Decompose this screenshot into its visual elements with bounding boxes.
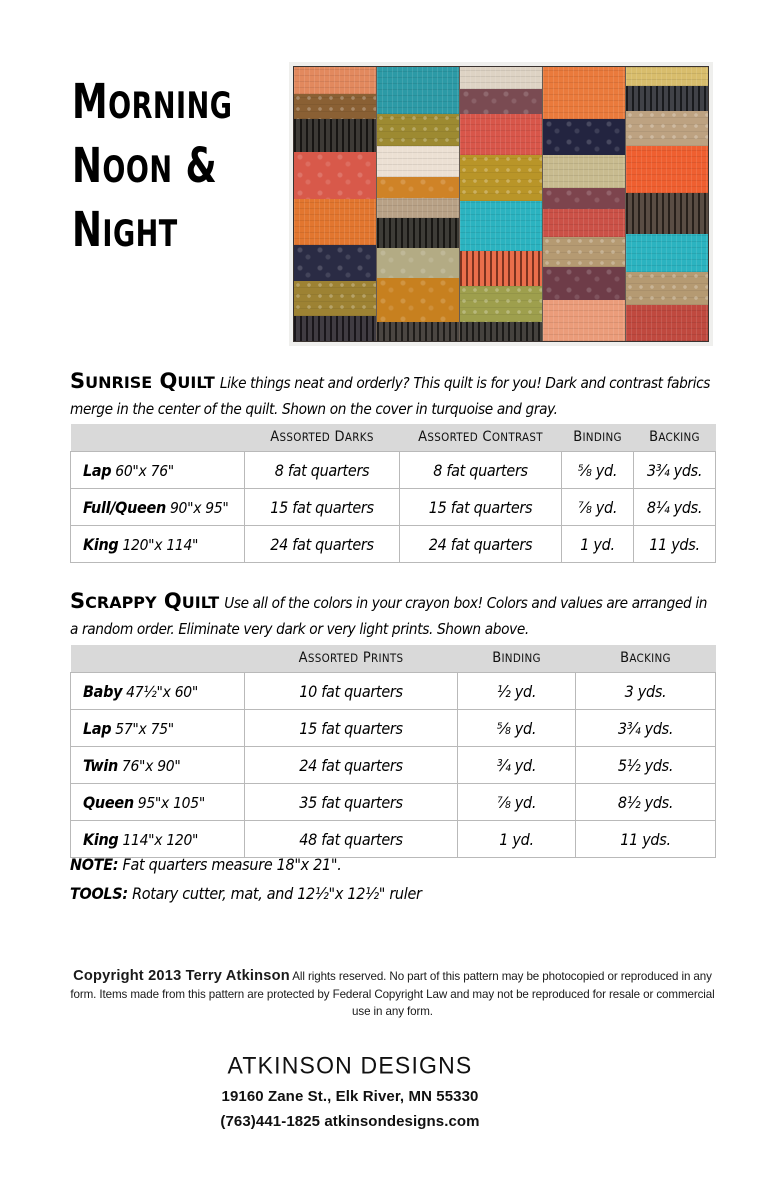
table-cell: 1 yd. [458,821,576,858]
section-heading-sunrise [70,368,715,422]
section-desc-scrappy: Use all of the colors in your crayon box! Colors and values are arranged in a random order. Eliminate very dark or very light prints. Shown above. [70,594,708,638]
sunrise-quilt-table [70,424,716,563]
title-line-2: NOON & [72,137,218,194]
quilt-strip [543,155,625,188]
quilt-strip [626,193,708,234]
table-row [71,452,716,489]
brand-contact: (763)441-1825 atkinsondesigns.com [220,1113,480,1130]
section-title-scrappy: SCRAPPY QUILT [70,589,220,613]
table-cell: 48 fat quarters [245,821,458,858]
note-line [70,855,341,874]
table-cell: ⅞ yd. [458,784,576,821]
quilt-strip [460,286,542,322]
quilt-strip [377,278,459,322]
quilt-strip [626,67,708,86]
table-cell: 5½ yds. [576,747,716,784]
size-cell: King 114"x 120" [71,821,245,858]
quilt-strip [460,67,542,89]
table-cell: 8½ yds. [576,784,716,821]
quilt-strip [294,245,376,281]
quilt-strip [294,152,376,199]
table-cell: 8 fat quarters [245,452,400,489]
table-cell: 3¾ yds. [634,452,716,489]
quilt-strip [460,155,542,202]
table-cell: ⅞ yd. [562,489,634,526]
table-cell: 1 yd. [562,526,634,563]
quilt-strip [377,218,459,248]
quilt-strip [377,146,459,176]
table-cell: ½ yd. [458,673,576,710]
quilt-strip [460,251,542,287]
copyright-holder: Copyright 2013 Terry Atkinson [73,968,290,984]
quilt-strip [377,67,459,114]
quilt-column [543,67,626,341]
size-cell: Lap 57"x 75" [71,710,245,747]
quilt-strip [377,198,459,217]
quilt-strip [377,248,459,278]
section-heading-scrappy [70,588,715,642]
quilt-strip [294,281,376,317]
quilt-strip [543,237,625,267]
note-text: Fat quarters measure 18"x 21". [122,855,342,874]
table-header-row [71,645,716,673]
table-header-cell: BACKING [634,424,716,452]
quilt-strip [294,199,376,246]
quilt-strip [543,188,625,210]
table-header-cell: ASSORTED CONTRAST [400,424,562,452]
title-line-3: NIGHT [72,201,178,258]
quilt-strip [377,322,459,341]
copyright-text: All rights reserved. No part of this pattern may be photocopied or reproduced in any form. Items made from this pattern are protected by Federal Copyright Law and may not be reproduced for resale or commercial use in any form. [70,970,715,1018]
tools-label: TOOLS: [70,884,128,903]
table-row [71,489,716,526]
table-cell: 24 fat quarters [400,526,562,563]
quilt-strip [543,267,625,300]
note-label: NOTE: [70,855,119,874]
size-cell: King 120"x 114" [71,526,245,563]
table-cell: 8 fat quarters [400,452,562,489]
title-line-1: MORNING [72,73,233,130]
table-header-cell: BINDING [458,645,576,673]
table-header-cell: BACKING [576,645,716,673]
table-row [71,784,716,821]
table-cell: ⅝ yd. [458,710,576,747]
table-cell: 24 fat quarters [245,747,458,784]
quilt-strip [543,67,625,119]
table-cell: 15 fat quarters [245,710,458,747]
table-body [71,673,716,858]
table-header-row [71,424,716,452]
section-desc-sunrise: Like things neat and orderly? This quilt is for you! Dark and contrast fabrics merge in the center of the quilt. Shown on the cover in turquoise and gray. [70,374,711,418]
table-row [71,821,716,858]
quilt-strip [626,272,708,305]
brand-name: ATKINSON DESIGNS [227,1051,473,1079]
table-cell: 15 fat quarters [245,489,400,526]
size-cell: Baby 47½"x 60" [71,673,245,710]
table-cell: 15 fat quarters [400,489,562,526]
quilt-strip [543,209,625,236]
tools-line [70,884,422,903]
table-body [71,452,716,563]
quilt-strip [377,114,459,147]
quilt-photo-grid [293,66,709,342]
size-cell: Lap 60"x 76" [71,452,245,489]
quilt-column [294,67,377,341]
table-header-cell [71,424,245,452]
quilt-strip [543,300,625,341]
quilt-strip [460,322,542,341]
brand-block [70,1052,630,1134]
size-cell: Queen 95"x 105" [71,784,245,821]
quilt-column [626,67,708,341]
table-header-cell: ASSORTED PRINTS [245,645,458,673]
section-title-sunrise: SUNRISE QUILT [70,369,215,393]
table-cell: 3 yds. [576,673,716,710]
quilt-strip [626,111,708,147]
table-cell: 24 fat quarters [245,526,400,563]
size-cell: Full/Queen 90"x 95" [71,489,245,526]
table-cell: 11 yds. [576,821,716,858]
table-cell: 8¼ yds. [634,489,716,526]
quilt-strip [460,201,542,250]
table-row [71,747,716,784]
table-header-cell: ASSORTED DARKS [245,424,400,452]
quilt-column [377,67,460,341]
tools-text: Rotary cutter, mat, and 12½"x 12½" ruler [132,884,422,903]
table-cell: 10 fat quarters [245,673,458,710]
table-cell: 35 fat quarters [245,784,458,821]
scrappy-quilt-table [70,645,716,858]
quilt-strip [626,86,708,111]
quilt-strip [626,305,708,341]
quilt-strip [460,89,542,114]
quilt-strip [543,119,625,155]
quilt-strip [460,114,542,155]
cover-title [72,66,282,258]
table-row [71,673,716,710]
quilt-column [460,67,543,341]
table-row [71,526,716,563]
quilt-strip [294,67,376,94]
copyright-block [70,968,715,1021]
table-cell: ⅝ yd. [562,452,634,489]
table-cell: 3¾ yds. [576,710,716,747]
quilt-strip [377,177,459,199]
quilt-photo [289,62,713,346]
table-header-cell: BINDING [562,424,634,452]
quilt-strip [294,94,376,119]
quilt-strip [294,316,376,341]
size-cell: Twin 76"x 90" [71,747,245,784]
brand-address: 19160 Zane St., Elk River, MN 55330 [221,1088,479,1105]
table-cell: 11 yds. [634,526,716,563]
table-row [71,710,716,747]
quilt-strip [294,119,376,152]
quilt-strip [626,234,708,272]
table-header-cell [71,645,245,673]
table-cell: ¾ yd. [458,747,576,784]
quilt-strip [626,146,708,193]
